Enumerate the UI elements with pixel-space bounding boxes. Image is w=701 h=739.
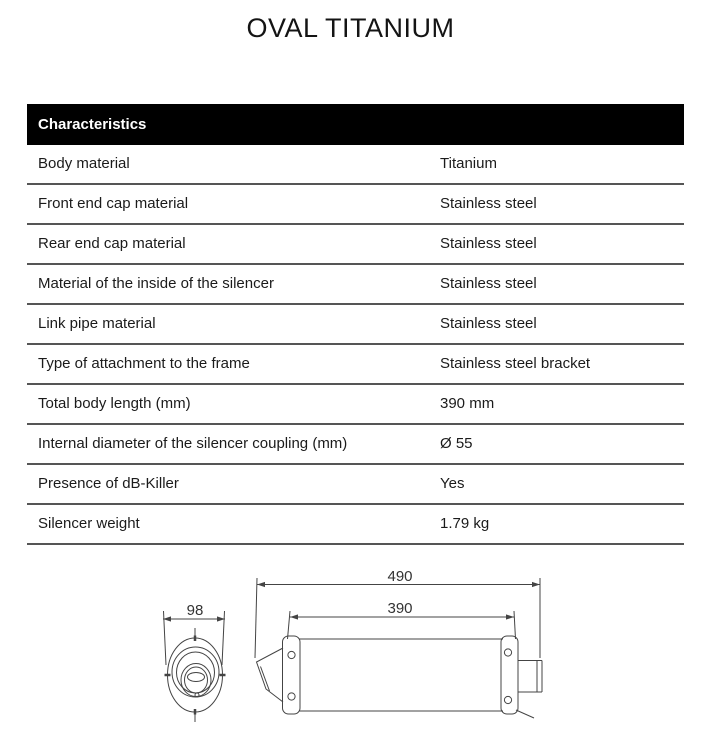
table-row <box>27 225 684 265</box>
dimension-390-label: 390 <box>387 600 413 617</box>
spec-label: Material of the inside of the silencer <box>38 275 274 292</box>
spec-value: Ø 55 <box>440 435 473 452</box>
silencer-side-view <box>257 636 543 718</box>
table-row <box>27 185 684 225</box>
spec-value: Titanium <box>440 155 497 172</box>
table-row <box>27 425 684 465</box>
spec-label: Presence of dB-Killer <box>38 475 179 492</box>
spec-label: Internal diameter of the silencer coupling (mm) <box>38 435 348 452</box>
table-row <box>27 505 684 545</box>
spec-value: 1.79 kg <box>440 515 490 532</box>
table-row <box>27 465 684 505</box>
spec-label: Rear end cap material <box>38 235 186 252</box>
page-title: OVAL TITANIUM <box>246 13 455 43</box>
dimension-490-label: 490 <box>387 568 413 585</box>
spec-value: Stainless steel <box>440 275 537 292</box>
dimension-98-label: 98 <box>186 602 204 619</box>
spec-label: Total body length (mm) <box>38 395 191 412</box>
spec-value: Yes <box>440 475 465 492</box>
spec-value: Stainless steel <box>440 315 537 332</box>
table-row <box>27 385 684 425</box>
table-row <box>27 345 684 385</box>
spec-value: Stainless steel <box>440 195 537 212</box>
spec-label: Front end cap material <box>38 195 189 212</box>
spec-label: Body material <box>38 155 130 172</box>
spec-label: Silencer weight <box>38 515 140 532</box>
spec-value: 390 mm <box>440 395 495 412</box>
dimension-oval-width <box>163 602 225 665</box>
characteristics-table <box>27 104 684 545</box>
dimension-body-length <box>288 600 516 639</box>
table-row <box>27 305 684 345</box>
spec-label: Link pipe material <box>38 315 156 332</box>
table-header: Characteristics <box>27 104 684 145</box>
silencer-front-view <box>165 628 226 722</box>
spec-value: Stainless steel bracket <box>440 355 591 372</box>
table-row <box>27 145 684 185</box>
spec-value: Stainless steel <box>440 235 537 252</box>
spec-label: Type of attachment to the frame <box>38 355 250 372</box>
table-row <box>27 265 684 305</box>
silencer-technical-drawing <box>0 550 701 739</box>
